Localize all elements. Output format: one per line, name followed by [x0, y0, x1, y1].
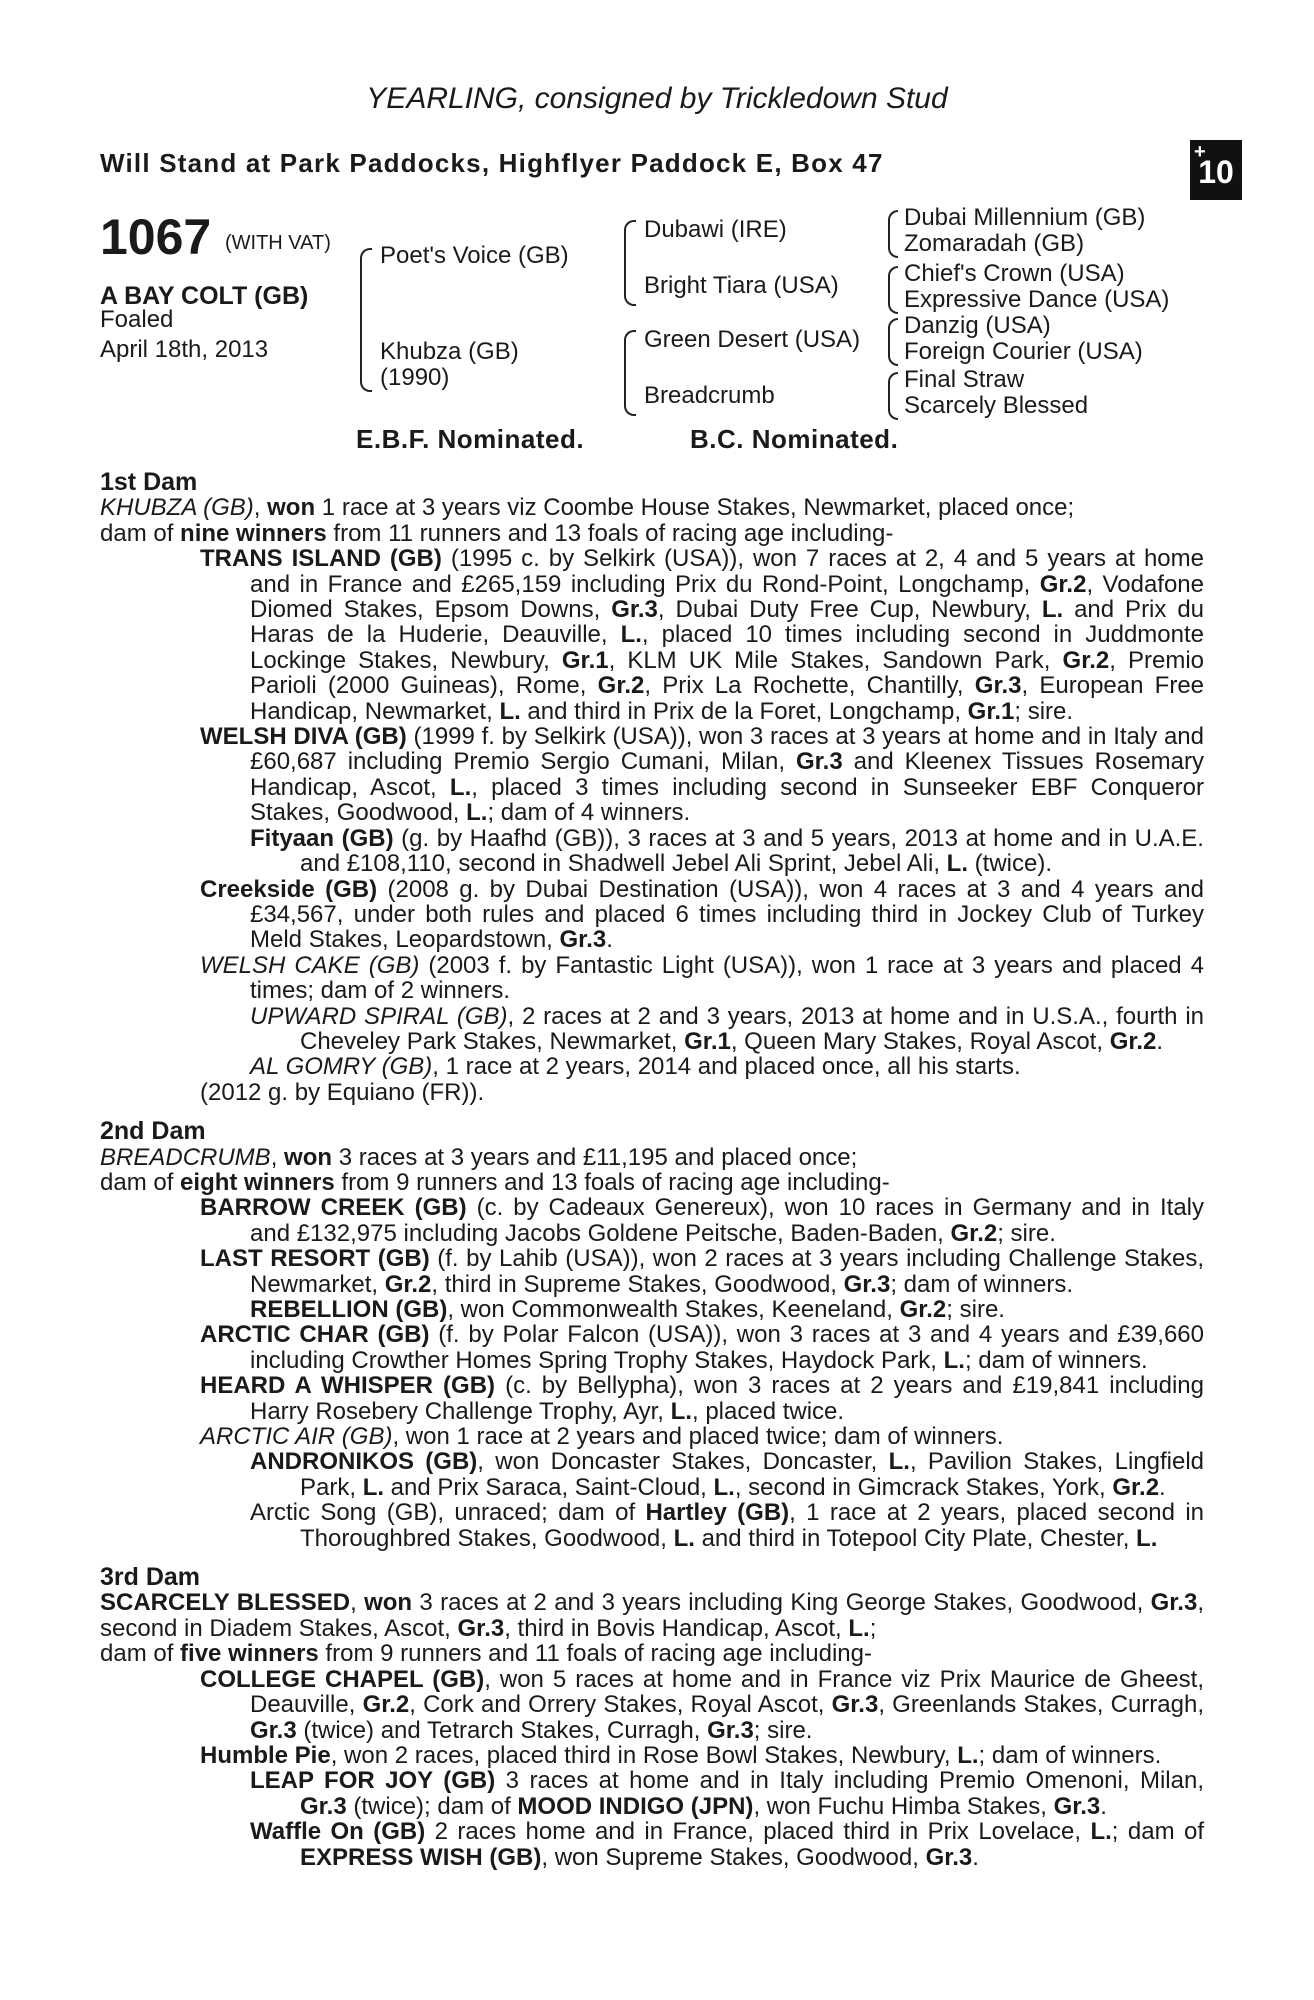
- pedigree-brace-dam: [624, 330, 636, 416]
- progeny-humble-pie: [100, 1743, 1204, 1768]
- grade: Gr.3: [707, 1716, 754, 1744]
- progeny-heard-a-whisper: [100, 1373, 1204, 1424]
- entry-text: ; sire.: [1014, 697, 1074, 725]
- grade: Gr.2: [597, 672, 645, 700]
- entry-text: .: [1159, 1473, 1166, 1501]
- third-dam-won: won: [364, 1589, 413, 1617]
- lot-badge: [1190, 140, 1242, 200]
- horse-name: UPWARD SPIRAL (GB): [250, 1002, 508, 1030]
- lot-description: A BAY COLT (GB): [100, 282, 309, 310]
- grade: L.: [449, 773, 472, 801]
- grandsire-7: Final Straw: [904, 366, 1025, 393]
- grade: Gr.3: [611, 596, 658, 624]
- entry-text: and Kleenex Tissues Rosemary Handicap, Ascot,: [250, 748, 1204, 801]
- entry-text: (twice); dam of: [346, 1792, 518, 1820]
- entry-text: (g. by Haafhd (GB)), 3 races at 3 and 5 years, 2013 at home and in U.A.E. and £108,110, second in Shadwell Jebel Ali Sprint, Jebel Ali,: [300, 824, 1204, 878]
- second-dam-section: [100, 1119, 1204, 1551]
- progeny-fityaan: [100, 826, 1204, 877]
- entry-text: , Greenlands Stakes, Curragh,: [878, 1691, 1204, 1719]
- horse-name: Creekside (GB): [200, 875, 378, 903]
- entry-text: and third in Prix de la Foret, Longchamp,: [520, 697, 968, 725]
- progeny-last-resort: [100, 1246, 1204, 1297]
- second-dam-winners: eight winners: [180, 1168, 335, 1196]
- entry-text: , second in Diadem Stakes, Ascot,: [100, 1589, 1204, 1642]
- entry-text: ; sire.: [946, 1296, 1005, 1323]
- stand-location: Will Stand at Park Paddocks, Highflyer Paddock E, Box 47: [100, 148, 884, 178]
- entry-text: , KLM UK Mile Stakes, Sandown Park,: [608, 646, 1063, 674]
- badge-number: 10: [1198, 154, 1234, 190]
- dam-of-label: dam of: [100, 519, 181, 547]
- entry-text: ; sire.: [997, 1219, 1056, 1247]
- entry-text: (twice).: [967, 850, 1052, 878]
- grade: L.: [1090, 1818, 1112, 1846]
- entry-text: .: [1156, 1027, 1164, 1055]
- grandsire-3: Chief's Crown (USA): [904, 260, 1125, 287]
- grade: Gr.2: [384, 1270, 432, 1298]
- grade: L.: [943, 1346, 965, 1374]
- grade: L.: [362, 1473, 385, 1501]
- pedigree-brace-g1: [888, 210, 898, 258]
- progeny-rebellion: [100, 1297, 1204, 1322]
- second-dam-from: from 9 runners and 13 foals of racing age including-: [334, 1168, 890, 1196]
- entry-text: , won 1 race at 2 years and placed twice; dam of winners.: [392, 1423, 1004, 1451]
- entry-text: ;: [869, 1614, 877, 1642]
- second-dam-won: won: [284, 1143, 333, 1171]
- grandsire-4: Expressive Dance (USA): [904, 286, 1170, 313]
- grade: Gr.2: [1062, 646, 1110, 674]
- entry-text: , won Fuchu Himba Stakes,: [753, 1792, 1054, 1820]
- produce-record: [100, 470, 1204, 1870]
- horse-name: Fityaan (GB): [250, 824, 394, 852]
- dam-of-label: dam of: [100, 1640, 181, 1668]
- grade: L.: [466, 799, 488, 827]
- grade: Gr.3: [795, 748, 843, 776]
- horse-name: Humble Pie: [200, 1741, 331, 1769]
- progeny-welsh-cake: [100, 953, 1204, 1004]
- entry-text: , 1 race at 2 years, 2014 and placed once, all his starts.: [432, 1053, 1021, 1081]
- grandsire-6: Foreign Courier (USA): [904, 338, 1143, 365]
- horse-name: MOOD INDIGO (JPN): [517, 1792, 754, 1820]
- grade: L.: [957, 1741, 979, 1769]
- entry-text: , second in Gimcrack Stakes, York,: [734, 1473, 1113, 1501]
- first-dam-record: KHUBZA (GB), won 1 race at 3 years viz Coombe House Stakes, Newmarket, placed once;: [100, 494, 1075, 522]
- progeny-welsh-diva: [100, 724, 1204, 826]
- grade: L.: [620, 621, 642, 649]
- second-dam-rec: 3 races at 3 years and £11,195 and placed once;: [332, 1143, 858, 1171]
- pedigree-brace-g4: [888, 372, 898, 420]
- grade: Gr.3: [250, 1716, 297, 1744]
- horse-name: BARROW CREEK (GB): [200, 1194, 467, 1222]
- catalogue-title: YEARLING, consigned by Trickledown Stud: [366, 82, 948, 115]
- first-dam-section: [100, 470, 1204, 1105]
- entry-text: (twice) and Tetrarch Stakes, Curragh,: [296, 1716, 708, 1744]
- entry-text: , Pavilion Stakes, Lingfield Park,: [300, 1448, 1204, 1501]
- grade: L.: [1041, 596, 1064, 624]
- grade: Gr.2: [1109, 1027, 1157, 1055]
- lot-number: 1067: [100, 209, 212, 265]
- entry-text: (1999 f. by Selkirk (USA)), won 3 races at 3 years at home and in Italy and £60,687 including Premio Sergio Cumani, Milan,: [250, 723, 1205, 776]
- grade: L.: [946, 850, 968, 878]
- grade: Gr.2: [1039, 570, 1087, 598]
- entry-text: , Prix La Rochette, Chantilly,: [644, 672, 975, 700]
- entry-text: ; sire.: [753, 1716, 813, 1744]
- ebf-nominated: E.B.F. Nominated.: [356, 424, 585, 454]
- entry-text: , Premio Parioli (2000 Guineas), Rome,: [250, 646, 1205, 700]
- entry-text: ; dam of 4 winners.: [487, 799, 691, 827]
- entry-text: 3 races at home and in Italy including Premio Omenoni, Milan,: [495, 1767, 1205, 1795]
- progeny-andronikos: [100, 1449, 1204, 1500]
- grade: Gr.3: [843, 1270, 891, 1298]
- third-dam-name: SCARCELY BLESSED: [100, 1589, 351, 1617]
- grade: L.: [673, 1524, 695, 1552]
- entry-text: , Dubai Duty Free Cup, Newbury,: [657, 596, 1042, 624]
- sire-dam: Bright Tiara (USA): [644, 272, 839, 299]
- progeny-creekside: [100, 877, 1204, 953]
- third-dam-winners: five winners: [180, 1640, 319, 1668]
- entry-text: , third in Bovis Handicap, Ascot,: [504, 1614, 849, 1642]
- entry-text: , Cork and Orrery Stakes, Royal Ascot,: [409, 1691, 832, 1719]
- entry-text: , won Commonwealth Stakes, Keeneland,: [447, 1296, 900, 1323]
- horse-name: REBELLION (GB): [250, 1296, 448, 1323]
- entry-text: (c. by Bellypha), won 3 races at 2 years and £19,841 including Harry Rosebery Challenge Trophy, Ayr,: [250, 1372, 1204, 1425]
- entry-text: and Prix du Haras de la Huderie, Deauville,: [250, 596, 1205, 649]
- grandsire-1: Dubai Millennium (GB): [904, 204, 1146, 231]
- dam-sire: Green Desert (USA): [644, 326, 861, 353]
- progeny-college-chapel: [100, 1667, 1204, 1743]
- sire-sire: Dubawi (IRE): [644, 216, 787, 243]
- entry-text: ; dam of: [1111, 1818, 1204, 1846]
- entry-text: 3 races at 2 and 3 years including King George Stakes, Goodwood,: [412, 1589, 1151, 1617]
- entry-text: , 2 races at 2 and 3 years, 2013 at home and in U.S.A., fourth in Cheveley Park Stakes, Newmarket,: [300, 1002, 1204, 1055]
- grandsire-8: Scarcely Blessed: [904, 392, 1089, 419]
- entry-text: Arctic Song (GB), unraced; dam of: [250, 1499, 646, 1527]
- entry-text: (c. by Cadeaux Genereux), won 10 races in Germany and in Italy and £132,975 including Jacobs Goldene Peitsche, Baden-Baden,: [250, 1194, 1204, 1247]
- vat-note: (WITH VAT): [225, 232, 331, 254]
- entry-text: , won Supreme Stakes, Goodwood,: [541, 1843, 926, 1871]
- dam: Khubza (GB): [380, 338, 519, 365]
- horse-name: EXPRESS WISH (GB): [300, 1843, 542, 1871]
- pedigree-brace-main: [360, 248, 372, 392]
- progeny-arctic-air: [100, 1424, 1204, 1449]
- grade: L.: [1136, 1524, 1158, 1552]
- grade: L.: [670, 1397, 692, 1425]
- grade: Gr.3: [974, 672, 1022, 700]
- sire: Poet's Voice (GB): [380, 242, 569, 269]
- entry-text: ; dam of winners.: [890, 1270, 1074, 1298]
- progeny-al-gomry: [100, 1054, 1204, 1079]
- entry-text: , won 5 races at home and in France viz Prix Maurice de Gheest, Deauville,: [250, 1665, 1204, 1719]
- grade: Gr.3: [559, 926, 607, 954]
- grade: Gr.3: [831, 1691, 879, 1719]
- entry-text: , won 2 races, placed third in Rose Bowl Stakes, Newbury,: [330, 1741, 958, 1769]
- dam-dam: Breadcrumb: [644, 382, 775, 409]
- progeny-2012-colt: [100, 1080, 1204, 1105]
- grade: Gr.1: [561, 646, 609, 674]
- grade: Gr.2: [950, 1219, 998, 1247]
- progeny-arctic-song: [100, 1500, 1204, 1551]
- entry-text: , placed twice.: [691, 1397, 845, 1425]
- horse-name: LAST RESORT (GB): [200, 1245, 430, 1273]
- grade: L.: [848, 1614, 870, 1642]
- grade: Gr.3: [300, 1792, 347, 1820]
- third-dam-produce: [100, 1641, 1204, 1666]
- third-dam-from: from 9 runners and 11 foals of racing age including-: [318, 1640, 872, 1668]
- entry-text: .: [1100, 1792, 1107, 1820]
- pedigree-brace-g3: [888, 318, 898, 366]
- entry-text: 2 races home and in France, placed third in Prix Lovelace,: [425, 1818, 1091, 1846]
- grade: L.: [888, 1448, 910, 1476]
- first-dam-won: won: [267, 494, 316, 522]
- entry-text: (f. by Polar Falcon (USA)), won 3 races at 3 and 4 years and £39,660 including Crowther Homes Spring Trophy Stakes, Haydock Park,: [250, 1321, 1204, 1374]
- grade: L.: [713, 1473, 735, 1501]
- dam-of-label: dam of: [100, 1168, 181, 1196]
- pedigree-brace-sire: [624, 220, 636, 306]
- progeny-arctic-char: [100, 1322, 1204, 1373]
- entry-text: (f. by Lahib (USA)), won 2 races at 3 years including Challenge Stakes, Newmarket,: [250, 1245, 1204, 1298]
- grade: Gr.2: [362, 1691, 410, 1719]
- horse-name: TRANS ISLAND (GB): [200, 545, 442, 573]
- progeny-barrow-creek: [100, 1195, 1204, 1246]
- progeny-upward-spiral: [100, 1004, 1204, 1055]
- entry-text: , Vodafone Diomed Stakes, Epsom Downs,: [250, 570, 1204, 624]
- first-dam-rec: 1 race at 3 years viz Coombe House Stakes, Newmarket, placed once;: [315, 494, 1075, 522]
- third-dam-record: SCARCELY BLESSED, won 3 races at 2 and 3 years including King George Stakes, Goodwood, Gr.3, second in Diadem Stakes, Ascot, Gr.3, third in Bovis Handicap, Ascot, L.;: [100, 1589, 1204, 1642]
- entry-text: (1995 c. by Selkirk (USA)), won 7 races at 2, 4 and 5 years at home and in France and £265,159 including Prix du Rond-Point, Longchamp,: [250, 545, 1204, 598]
- progeny-leap-for-joy: [100, 1768, 1204, 1819]
- entry-text: and Prix Saraca, Saint-Cloud,: [384, 1473, 714, 1501]
- horse-name: WELSH CAKE (GB): [200, 951, 420, 979]
- horse-name: Hartley (GB): [645, 1499, 790, 1527]
- foaled-info: [100, 305, 268, 365]
- grade: Gr.2: [1112, 1473, 1160, 1501]
- entry-text: (2012 g. by Equiano (FR)).: [200, 1078, 485, 1106]
- first-dam-winners: nine winners: [180, 519, 327, 547]
- horse-name: LEAP FOR JOY (GB): [250, 1767, 496, 1795]
- first-dam-produce: [100, 521, 1204, 546]
- grandsire-5: Danzig (USA): [904, 312, 1051, 339]
- badge-plus: +: [1194, 141, 1206, 163]
- dam-year: (1990): [380, 364, 450, 391]
- entry-text: (2003 f. by Fantastic Light (USA)), won 1 race at 3 years and placed 4 times; dam of 2 winners.: [250, 951, 1204, 1005]
- foaled-date: April 18th, 2013: [100, 336, 269, 363]
- horse-name: COLLEGE CHAPEL (GB): [200, 1665, 485, 1693]
- horse-name: HEARD A WHISPER (GB): [200, 1372, 496, 1400]
- third-dam-section: [100, 1565, 1204, 1870]
- foaled-label: Foaled: [100, 306, 174, 333]
- entry-text: , third in Supreme Stakes, Goodwood,: [431, 1270, 844, 1298]
- grade: Gr.1: [684, 1027, 731, 1055]
- grade: L.: [499, 697, 521, 725]
- entry-text: , European Free Handicap, Newmarket,: [250, 672, 1205, 725]
- entry-text: , won Doncaster Stakes, Doncaster,: [477, 1448, 889, 1476]
- entry-text: ; dam of winners.: [964, 1346, 1148, 1374]
- third-dam-heading: 3rd Dam: [100, 1563, 201, 1592]
- progeny-trans-island: [100, 546, 1204, 724]
- first-dam-name: KHUBZA (GB): [100, 494, 254, 522]
- horse-name: ARCTIC CHAR (GB): [200, 1321, 430, 1349]
- second-dam-heading: 2nd Dam: [100, 1117, 206, 1146]
- entry-text: , placed 3 times including second in Sunseeker EBF Conqueror Stakes, Goodwood,: [250, 773, 1204, 827]
- pedigree-brace-g2: [888, 266, 898, 314]
- first-dam-heading: 1st Dam: [100, 468, 198, 496]
- grade: Gr.3: [1053, 1792, 1101, 1820]
- first-dam-from: from 11 runners and 13 foals of racing age including-: [326, 519, 894, 547]
- entry-text: , Queen Mary Stakes, Royal Ascot,: [730, 1027, 1110, 1055]
- entry-text: (2008 g. by Dubai Destination (USA)), won 4 races at 3 and 4 years and £34,567, under both rules and placed 6 times including third in Jockey Club of Turkey Meld Stakes, Leopardstown,: [250, 875, 1205, 954]
- entry-text: and third in Totepool City Plate, Chester,: [694, 1524, 1137, 1552]
- bc-nominated: B.C. Nominated.: [690, 424, 899, 454]
- second-dam-name: BREADCRUMB: [100, 1143, 271, 1171]
- entry-text: .: [972, 1843, 979, 1871]
- horse-name: Waffle On (GB): [250, 1818, 426, 1846]
- entry-text: , placed 10 times including second in Juddmonte Lockinge Stakes, Newbury,: [250, 621, 1204, 674]
- horse-name: WELSH DIVA (GB): [200, 723, 407, 751]
- horse-name: AL GOMRY (GB): [250, 1053, 433, 1081]
- second-dam-record: BREADCRUMB, won 3 races at 3 years and £11,195 and placed once;: [100, 1143, 858, 1171]
- entry-text: ; dam of winners.: [978, 1741, 1162, 1769]
- grade: Gr.3: [457, 1614, 505, 1642]
- grade: Gr.3: [925, 1843, 973, 1871]
- grade: Gr.1: [967, 697, 1015, 725]
- entry-text: .: [606, 926, 613, 954]
- grade: Gr.3: [1150, 1589, 1198, 1617]
- progeny-waffle-on: [100, 1819, 1204, 1870]
- horse-name: ARCTIC AIR (GB): [200, 1423, 393, 1451]
- grade: Gr.2: [899, 1296, 947, 1323]
- entry-text: , 1 race at 2 years, placed second in Thoroughbred Stakes, Goodwood,: [300, 1499, 1204, 1552]
- horse-name: ANDRONIKOS (GB): [250, 1448, 478, 1476]
- grandsire-2: Zomaradah (GB): [904, 230, 1085, 257]
- second-dam-produce: [100, 1170, 1204, 1195]
